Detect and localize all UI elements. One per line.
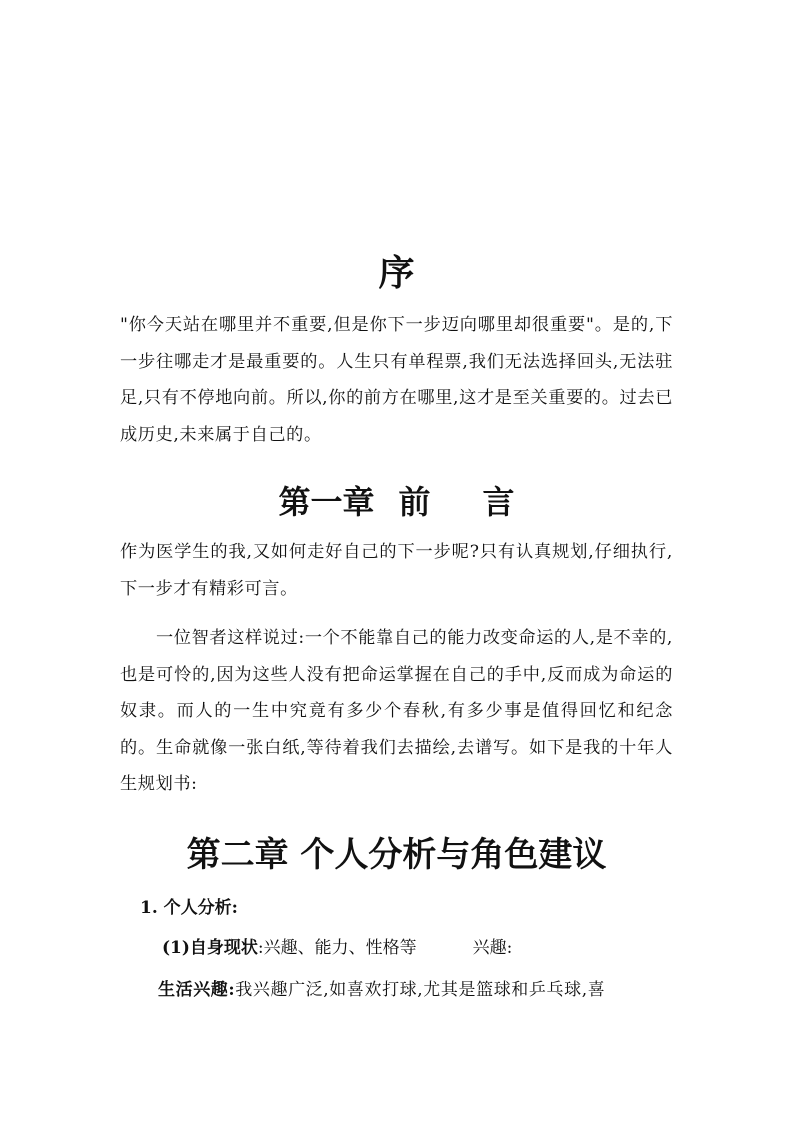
chapter1-paragraph-2: 一位智者这样说过:一个不能靠自己的能力改变命运的人,是不幸的,也是可怜的,因为这些人没有把命运掌握在自己的手中,反而成为命运的奴隶。而人的一生中究竟有多少个春秋,有多少事是值得回忆和纪念的。生命就像一张白纸,等待着我们去描绘,去谱写。如下是我的十年人生规划书:: [120, 628, 673, 794]
preface-title: 序: [378, 252, 415, 294]
subsection-text: :兴趣、能力、性格等: [257, 938, 417, 958]
subsection-current-status: [162, 932, 512, 964]
chapter1-paragraph-1: 作为医学生的我,又如何走好自己的下一步呢?只有认真规划,仔细执行,下一步才有精彩可言。: [120, 542, 673, 599]
preface-paragraph: "你今天站在哪里并不重要,但是你下一步迈向哪里却很重要"。是的,下一步往哪走才是最重要的。人生只有单程票,我们无法选择回头,无法驻足,只有不停地向前。所以,你的前方在哪里,这才是至关重要的。过去已成历史,未来属于自己的。: [120, 315, 673, 445]
subsection-tail: 兴趣:: [472, 938, 513, 958]
chapter1-title-word1: 前: [398, 483, 431, 521]
hobby-label: 生活兴趣:: [158, 980, 236, 1000]
section-heading-personal-analysis: 1. 个人分析:: [140, 898, 238, 918]
chapter1-title: [0, 478, 793, 526]
chapter1-title-number: 第一章: [278, 483, 375, 521]
chapter2-title: 第二章 个人分析与角色建议: [186, 835, 607, 875]
subsection-label: (1)自身现状: [162, 938, 258, 958]
hobby-text: 我兴趣广泛,如喜欢打球,尤其是篮球和乒乓球,喜: [235, 980, 606, 1000]
chapter1-title-word2: 言: [482, 483, 515, 521]
hobby-line: [158, 974, 673, 1006]
